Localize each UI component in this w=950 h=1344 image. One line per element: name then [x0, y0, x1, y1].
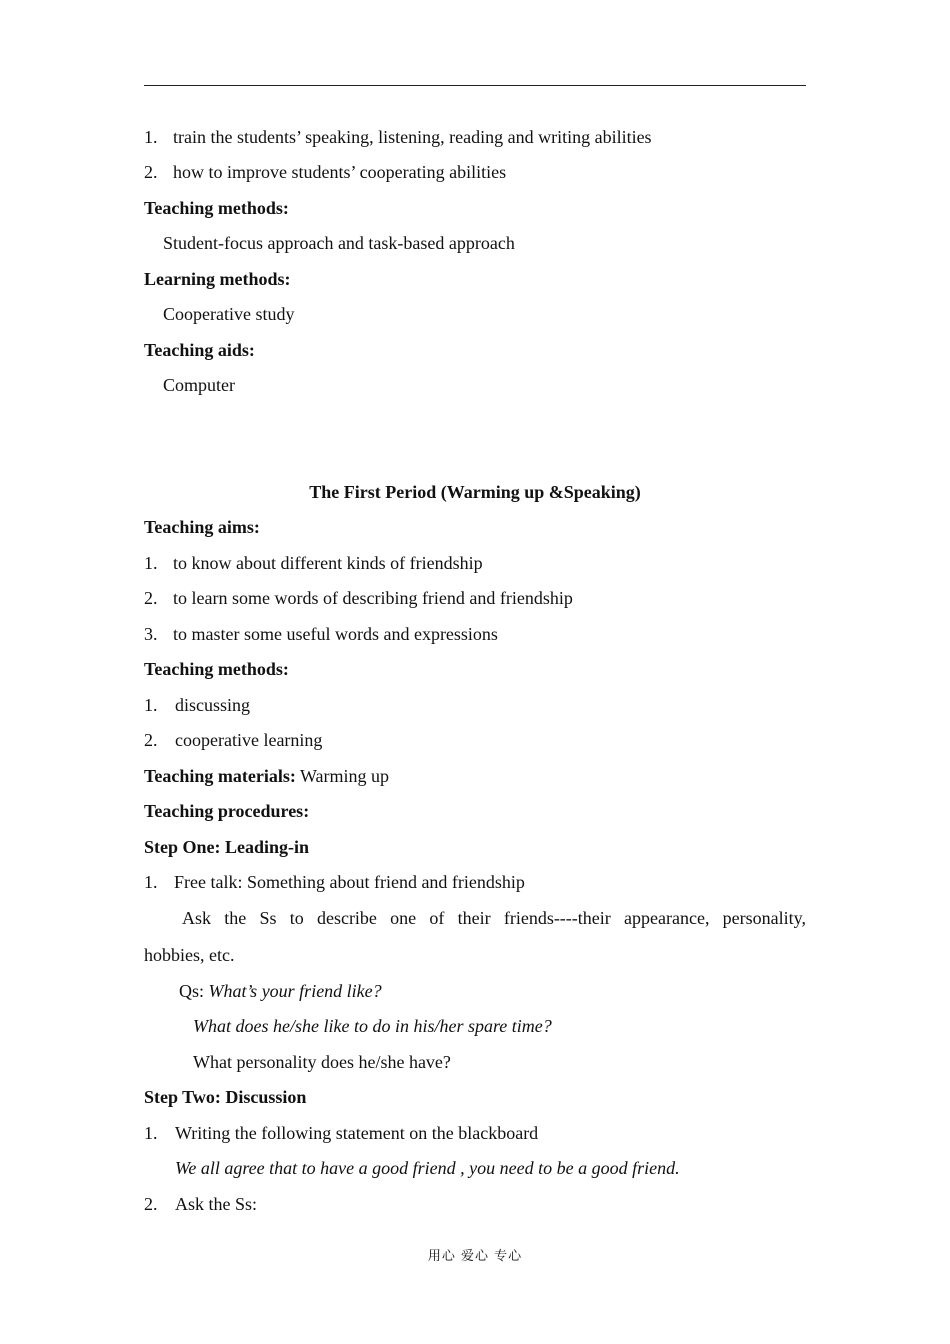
paragraph-line: Ask the Ss to describe one of their friends----their appearance, personality, [182, 908, 806, 928]
teaching-aids-heading: Teaching aids: [144, 340, 255, 360]
list-text: Writing the following statement on the blackboard [175, 1123, 539, 1143]
teaching-materials-text: Warming up [295, 766, 390, 786]
step-one-heading: Step One: Leading-in [144, 837, 310, 857]
list-item [144, 1193, 257, 1215]
list-text: cooperative learning [175, 730, 323, 750]
teaching-aids-text: Computer [163, 375, 235, 395]
teaching-methods-text: Student-focus approach and task-based approach [163, 233, 515, 253]
list-number: 1. [144, 127, 158, 147]
teaching-materials-heading: Teaching materials: [144, 766, 296, 786]
list-text: how to improve students’ cooperating abilities [173, 162, 507, 182]
question-text: What personality does he/she have? [193, 1052, 451, 1072]
question-text: What’s your friend like? [208, 981, 382, 1001]
list-number: 2. [144, 730, 158, 750]
list-number: 2. [144, 588, 158, 608]
list-number: 1. [144, 553, 158, 573]
list-text: Free talk: Something about friend and friendship [174, 872, 525, 892]
list-number: 3. [144, 624, 158, 644]
teaching-aims-heading: Teaching aims: [144, 517, 260, 537]
list-item [144, 729, 322, 751]
list-number: 1. [144, 695, 158, 715]
list-item [144, 1122, 538, 1144]
list-text: to master some useful words and expressions [173, 624, 498, 644]
list-number: 2. [144, 1194, 158, 1214]
paragraph-line: hobbies, etc. [144, 945, 235, 965]
teaching-materials-line [144, 765, 389, 787]
list-text: to learn some words of describing friend and friendship [173, 588, 573, 608]
list-item [144, 694, 250, 716]
learning-methods-heading: Learning methods: [144, 269, 291, 289]
teaching-procedures-heading: Teaching procedures: [144, 801, 310, 821]
header-rule [144, 85, 806, 86]
list-text: discussing [175, 695, 251, 715]
list-item [144, 126, 652, 148]
list-number: 2. [144, 162, 158, 182]
list-number: 1. [144, 1123, 158, 1143]
list-text: Ask the Ss: [175, 1194, 258, 1214]
list-item [144, 552, 483, 574]
teaching-methods-heading: Teaching methods: [144, 659, 289, 679]
question-text: What does he/she like to do in his/her spare time? [193, 1016, 552, 1036]
teaching-methods-heading: Teaching methods: [144, 198, 289, 218]
learning-methods-text: Cooperative study [163, 304, 295, 324]
list-text: to know about different kinds of friendship [173, 553, 483, 573]
question-line [179, 980, 382, 1002]
list-text: train the students’ speaking, listening, reading and writing abilities [173, 127, 652, 147]
list-number: 1. [144, 872, 158, 892]
step-two-heading: Step Two: Discussion [144, 1087, 307, 1107]
list-item [144, 871, 525, 893]
list-item [144, 161, 506, 183]
page-footer: 用心 爱心 专心 [427, 1249, 523, 1264]
list-item [144, 623, 498, 645]
statement-text: We all agree that to have a good friend , you need to be a good friend. [175, 1158, 680, 1178]
period-title: The First Period (Warming up &Speaking) [309, 482, 641, 502]
qs-label: Qs: [179, 981, 209, 1001]
list-item [144, 587, 573, 609]
